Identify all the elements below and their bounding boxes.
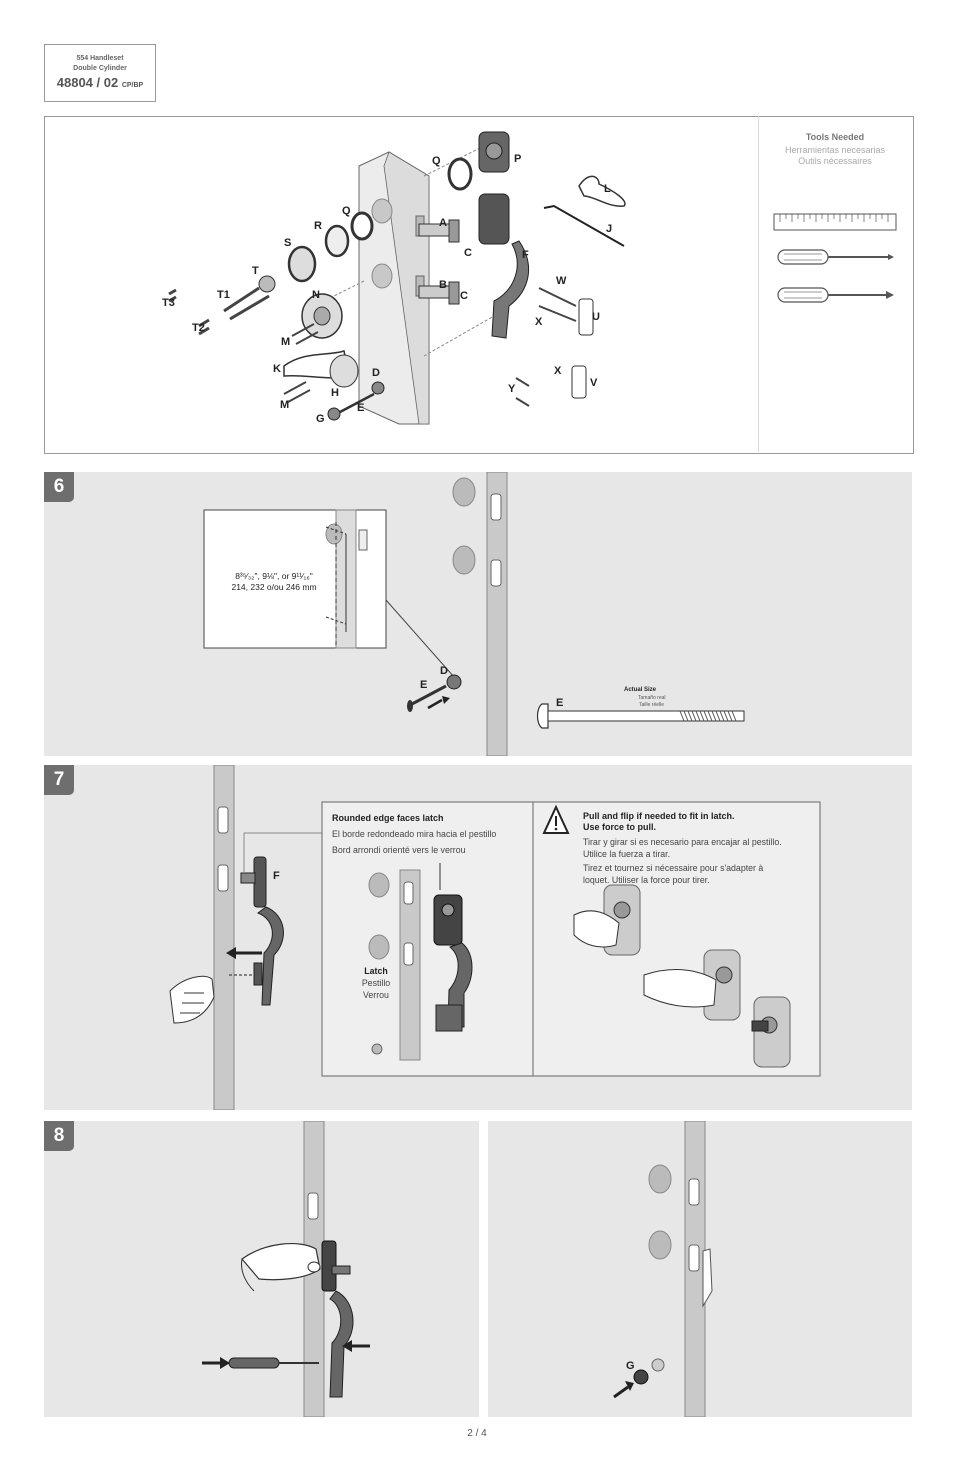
part-label-x: X (554, 365, 562, 377)
tools-title: Tools Needed (805, 132, 865, 142)
part-label-d: D (372, 367, 380, 379)
part-label-q: Q (432, 155, 441, 167)
part-label-x: X (535, 316, 543, 328)
part-label-h: H (331, 387, 339, 399)
part-label-t: T (252, 265, 259, 277)
part-label-c: C (460, 290, 468, 302)
latch-label-es: Pestillo (361, 978, 391, 988)
latch-label (356, 965, 396, 1001)
phillips-screwdriver-icon (778, 288, 894, 302)
tools-illustrations (770, 210, 900, 310)
latch-label-en: Latch (364, 966, 388, 976)
pull-flip-fr-2: loquet. Utiliser la force pour tirer. (583, 875, 710, 885)
step-6-illustration (44, 472, 912, 756)
actual-size-label: Actual Size (624, 687, 657, 693)
rounded-edge-title: Rounded edge faces latch (332, 813, 444, 823)
step-8-number: 8 (44, 1121, 74, 1151)
model-number: 48804 / 02 CP/BP (56, 75, 144, 90)
pull-flip-es-1: Tirar y girar si es necesario para encajar al pestillo. (583, 837, 782, 847)
part-label-c: C (464, 247, 472, 259)
step-7-number: 7 (44, 765, 74, 795)
part-label-q: Q (342, 205, 351, 217)
pull-flip-title-1: Pull and flip if needed to fit in latch. (583, 811, 735, 821)
part-label-s: S (284, 237, 292, 249)
part-label-u: U (592, 311, 600, 323)
measurement-imperial: 8³⁵⁄₃₂", 9⅛", or 9¹¹⁄₁₆" (235, 571, 313, 581)
rounded-edge-es: El borde redondeado mira hacia el pestillo (332, 829, 497, 839)
model-info-box (44, 44, 156, 102)
tools-title-es: Herramientas necesarias (784, 145, 886, 155)
step-7-label-f: F (273, 870, 280, 882)
actual-size-fr: Taille réelle (639, 702, 665, 708)
pull-flip-title-2: Use force to pull. (583, 822, 657, 832)
part-label-w: W (556, 275, 567, 287)
part-label-t3: T3 (162, 297, 175, 309)
rounded-edge-note (332, 812, 532, 856)
part-label-v: V (590, 377, 598, 389)
step-6-number: 6 (44, 472, 74, 502)
page-number: 2 / 4 (467, 1428, 487, 1439)
step-8-left-illustration (44, 1121, 479, 1417)
part-label-y: Y (508, 383, 516, 395)
ruler-icon (774, 214, 896, 230)
tools-title-fr: Outils nécessaires (798, 156, 872, 166)
measurement-metric: 214, 232 o/ou 246 mm (231, 582, 317, 592)
model-name: 554 Handleset (76, 55, 124, 62)
part-label-j: J (606, 223, 613, 235)
part-label-t1: T1 (217, 289, 230, 301)
part-label-p: P (514, 153, 522, 165)
part-label-g: G (316, 413, 325, 425)
part-label-a: A (439, 217, 447, 229)
latch-label-fr: Verrou (363, 990, 389, 1000)
model-type: Double Cylinder (73, 65, 127, 72)
actual-size-es: Tamaño real (638, 695, 666, 701)
part-label-m: M (280, 399, 290, 411)
part-label-k: K (273, 363, 281, 375)
step-8-label-g: G (626, 1360, 635, 1372)
step-6-screw-label: E (556, 697, 564, 709)
step-8-right-illustration (488, 1121, 912, 1417)
part-label-f: F (522, 249, 529, 261)
step-6-label-d: D (440, 665, 448, 677)
pull-flip-es-2: Utilice la fuerza a tirar. (583, 849, 671, 859)
part-label-m: M (281, 336, 291, 348)
part-label-l: L (604, 183, 611, 195)
pull-flip-note (583, 811, 815, 886)
part-label-e: E (357, 402, 365, 414)
step-6-measurement (206, 571, 342, 593)
part-label-b: B (439, 279, 447, 291)
pull-flip-fr-1: Tirez et tournez si nécessaire pour s'adapter à (583, 863, 764, 873)
flathead-screwdriver-icon (778, 250, 894, 264)
part-label-n: N (312, 289, 320, 301)
rounded-edge-fr: Bord arrondi orienté vers le verrou (332, 845, 466, 855)
part-label-r: R (314, 220, 322, 232)
part-label-t2: T2 (192, 322, 205, 334)
step-6-label-e: E (420, 679, 428, 691)
